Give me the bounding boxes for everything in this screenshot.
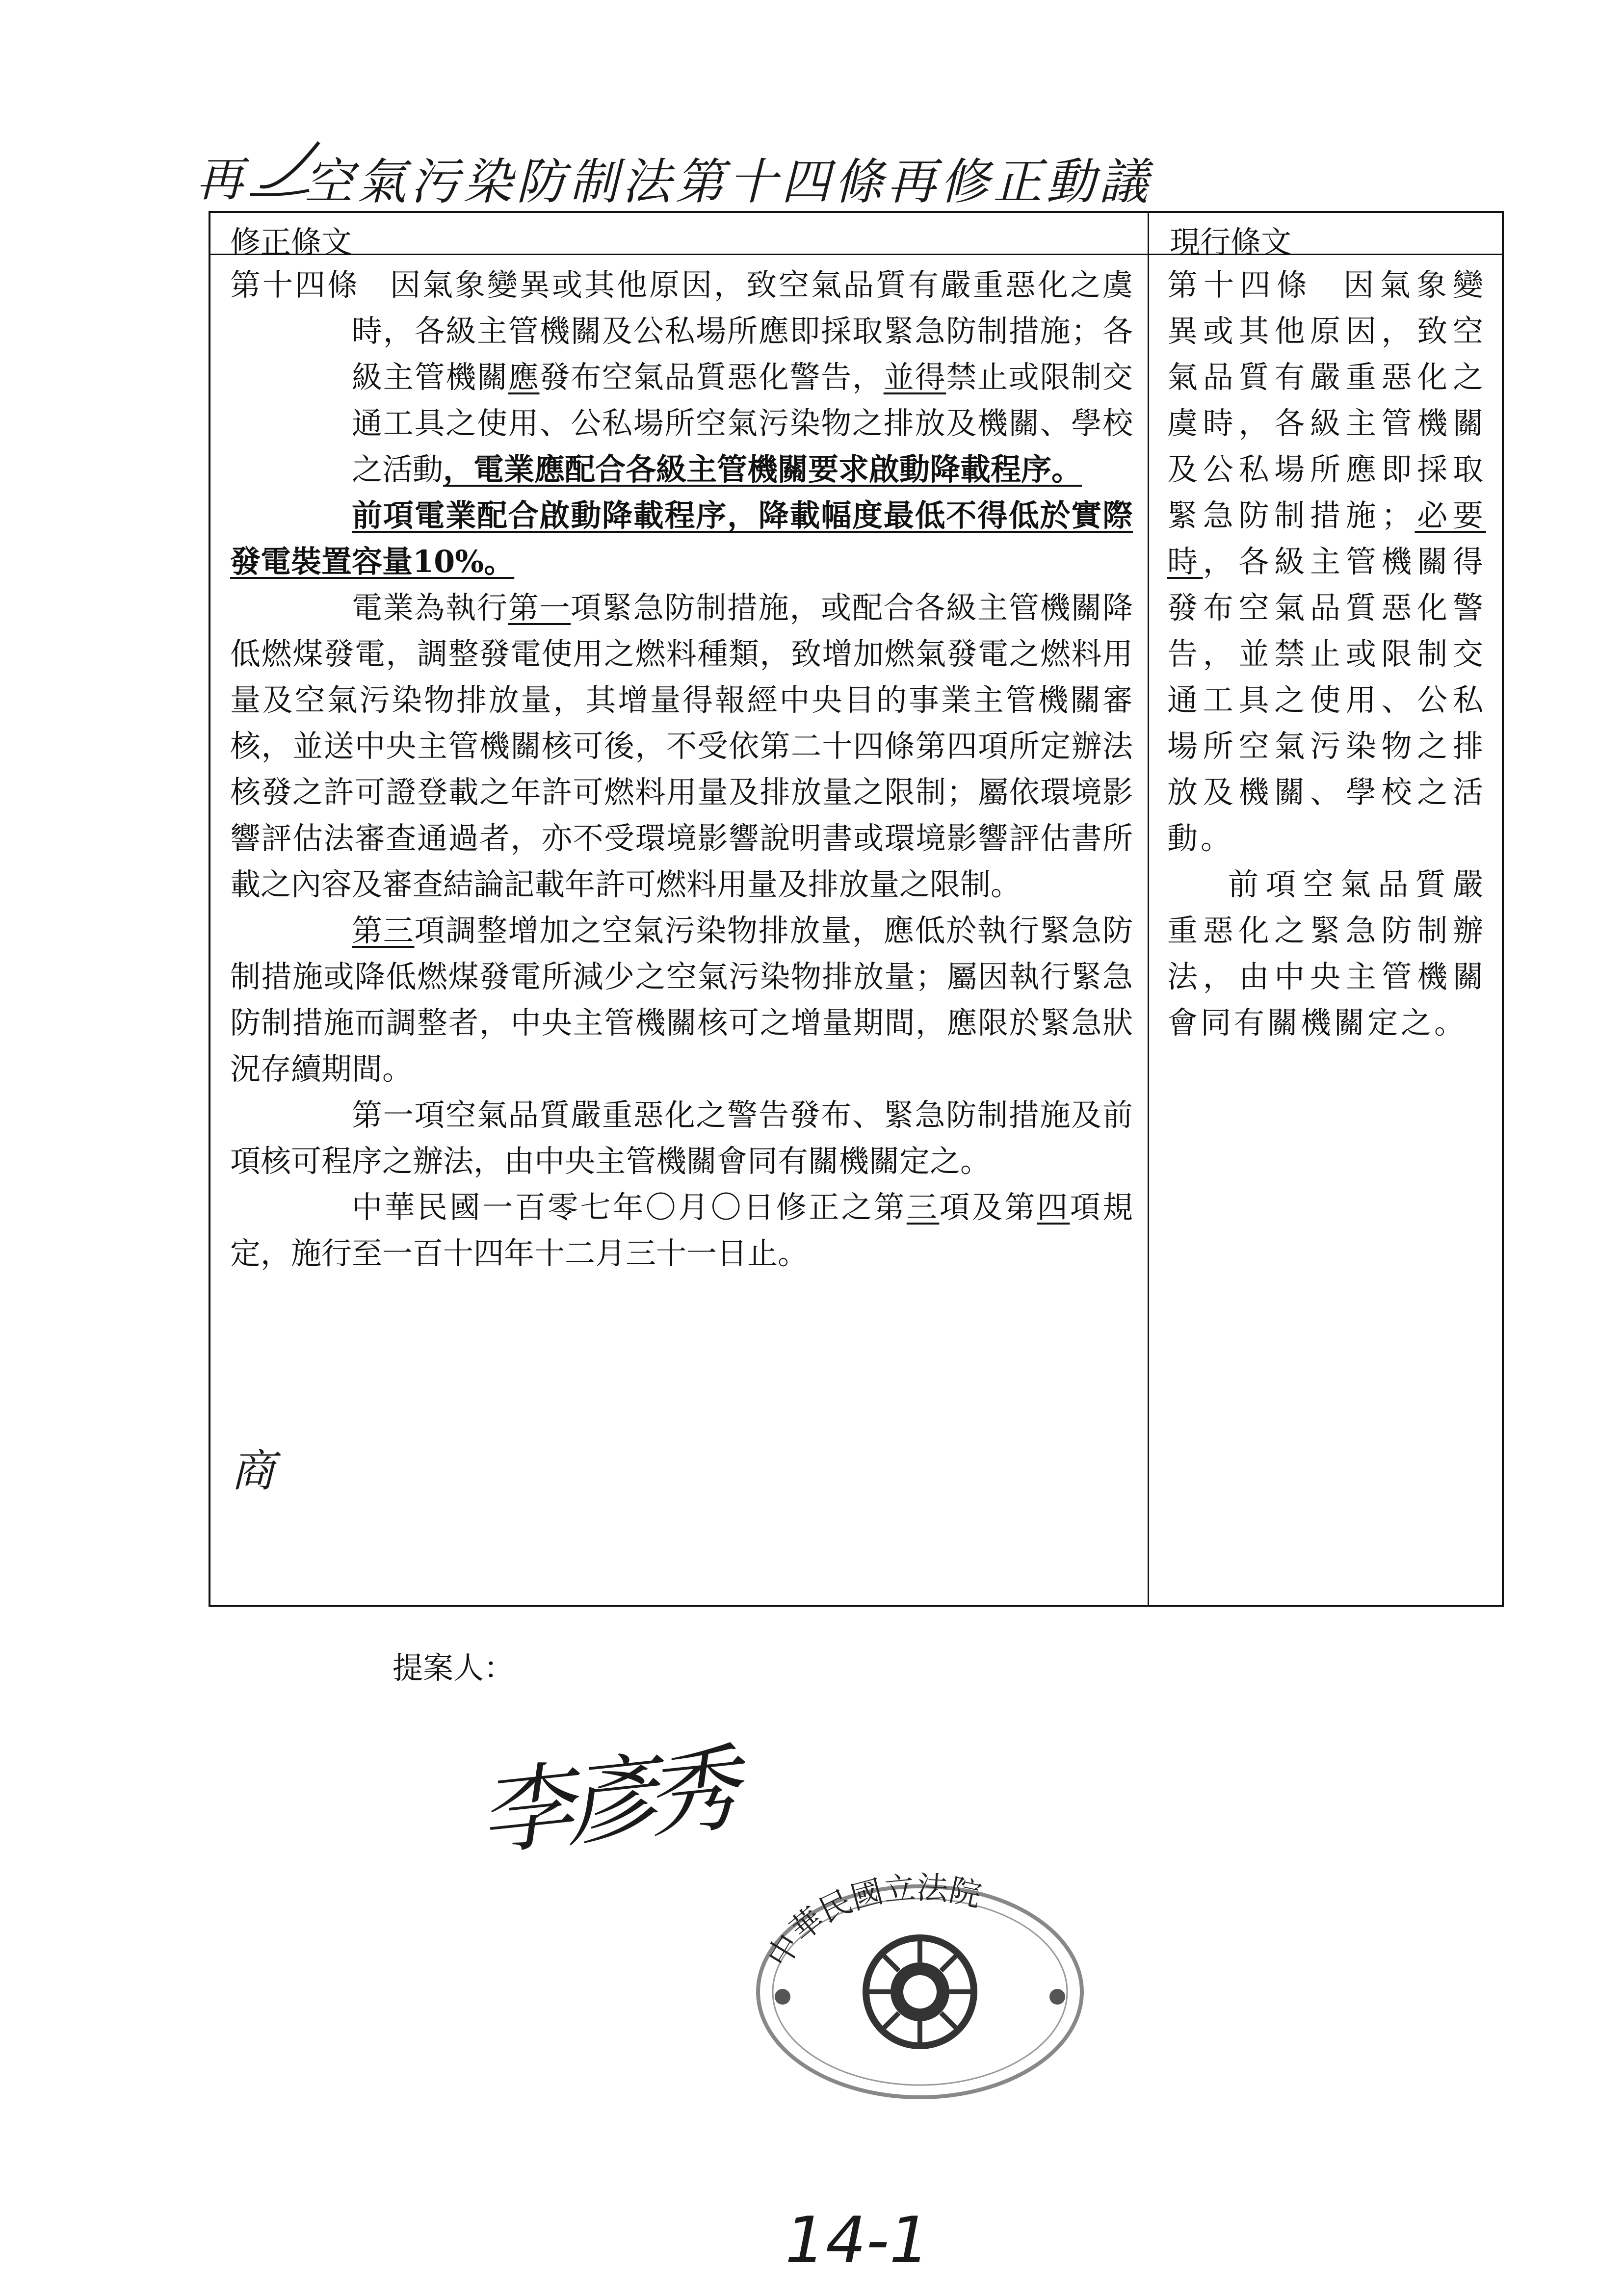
revised-paragraph-3	[230, 585, 1133, 908]
revised-p6-underlined-3: 三	[906, 1189, 940, 1225]
revised-p1-bold-amendment: ，電業應配合各級主管機關要求啟動降載程序。	[443, 451, 1082, 487]
column-divider	[1148, 213, 1149, 1605]
revised-paragraph-5	[230, 1092, 1133, 1184]
revised-p4-underlined-ref: 第三	[352, 913, 415, 948]
proposer-label: 提案人：	[393, 1650, 515, 1686]
header-current-article: 現行條文	[1170, 224, 1292, 260]
revised-p1-underlined-shall: 應	[508, 359, 540, 395]
current-paragraph-1	[1167, 262, 1486, 861]
revised-paragraph-1	[230, 262, 1133, 493]
current-article-label: 第十四條	[1167, 267, 1313, 303]
revised-p6-underlined-4: 四	[1037, 1189, 1070, 1225]
article-label: 第十四條	[230, 267, 360, 303]
revised-paragraph-4	[230, 908, 1133, 1092]
handwritten-title-text: 空氣污染防制法第十四條再修正動議	[304, 153, 1152, 210]
table-header-row	[210, 213, 1502, 260]
revised-p5-text: 第一項空氣品質嚴重惡化之警告發布、緊急防制措施及前項核可程序之辦法，由中央主管機關會同有關機關定之。	[230, 1097, 1133, 1179]
revised-p3-text-c: 項緊急防制措施，或配合各級主管機關降低燃煤發電，調整發電使用之燃料種類，致增加燃氣發電之燃料用量及空氣污染物排放量，其增量得報經中央目的事業主管機關審核，並送中央主管機關核可後，不受依第二十四條第四項所定辦法核發之許可證登載之年許可燃料用量及排放量之限制；屬依環境影響評估法審查通過者，亦不受環境影響說明書或環境影響評估書所載之內容及審查結論記載年許可燃料用量及排放量之限制。	[230, 590, 1133, 902]
revised-p4-text-b: 項調整增加之空氣污染物排放量，應低於執行緊急防制措施或降低燃煤發電所減少之空氣污染物排放量；屬因執行緊急防制措施而調整者，中央主管機關核可之增量期間，應限於緊急狀況存續期間。	[230, 913, 1133, 1087]
seal-text-path: 中華民國立法院	[760, 1869, 985, 1974]
handwritten-signature: 李彥秀	[474, 1734, 734, 1869]
revised-p6-text-a: 中華民國一百零七年〇月〇日修正之第	[352, 1189, 907, 1225]
revised-p1-text-e: 禁止或限制交通工具之使用、公私場所空氣污染物之排放及機關、學校之活動	[352, 359, 1133, 487]
legislative-yuan-seal	[748, 1869, 1092, 2100]
page-number: 14-1	[785, 2203, 930, 2277]
handwritten-prefix: 再	[196, 152, 243, 207]
revised-p3-underlined-ref: 第一	[508, 590, 571, 626]
handwritten-title	[196, 132, 1521, 211]
revised-p1-underlined-may: 並得	[883, 359, 946, 395]
margin-handwritten-note: 商	[231, 1445, 275, 1497]
revised-paragraph-6	[230, 1184, 1133, 1277]
revised-p6-text-e: 項規定，施行至一百十四年十二月三十一日止。	[230, 1189, 1133, 1271]
current-p1-text-a: 因氣象變異或其他原因，致空氣品質有嚴重惡化之虞時，各級主管機關及公私場所應即採取緊急防制措施；	[1167, 267, 1486, 533]
revised-p3-text-a: 電業為執行	[352, 590, 508, 626]
current-paragraph-2	[1167, 861, 1486, 1046]
header-revised-article: 修正條文	[230, 224, 352, 260]
current-p2-text: 前項空氣品質嚴重惡化之緊急防制辦法，由中央主管機關會同有關機關定之。	[1167, 866, 1486, 1041]
revised-p1-text-a: 因氣象變異或其他原因，致空氣品質有嚴重惡化之虞時，各級主管機關及公私場所應即採取緊急防制措施；各級主管機關	[352, 267, 1133, 395]
revised-p6-text-c: 項及第	[939, 1189, 1037, 1225]
current-p1-underlined-necessary: 必要時	[1167, 497, 1486, 579]
revised-p2-bold-amendment: 前項電業配合啟動降載程序，降載幅度最低不得低於實際發電裝置容量10%。	[230, 497, 1133, 579]
revised-paragraph-2	[230, 493, 1133, 585]
current-article-cell	[1167, 262, 1486, 1046]
current-p1-text-c: ，各級主管機關得發布空氣品質惡化警告，並禁止或限制交通工具之使用、公私場所空氣污染物之排放及機關、學校之活動。	[1167, 544, 1486, 856]
revised-article-cell	[230, 262, 1133, 1277]
revised-p1-text-c: 發布空氣品質惡化警告，	[539, 359, 884, 395]
amendment-comparison-table	[209, 211, 1504, 1607]
